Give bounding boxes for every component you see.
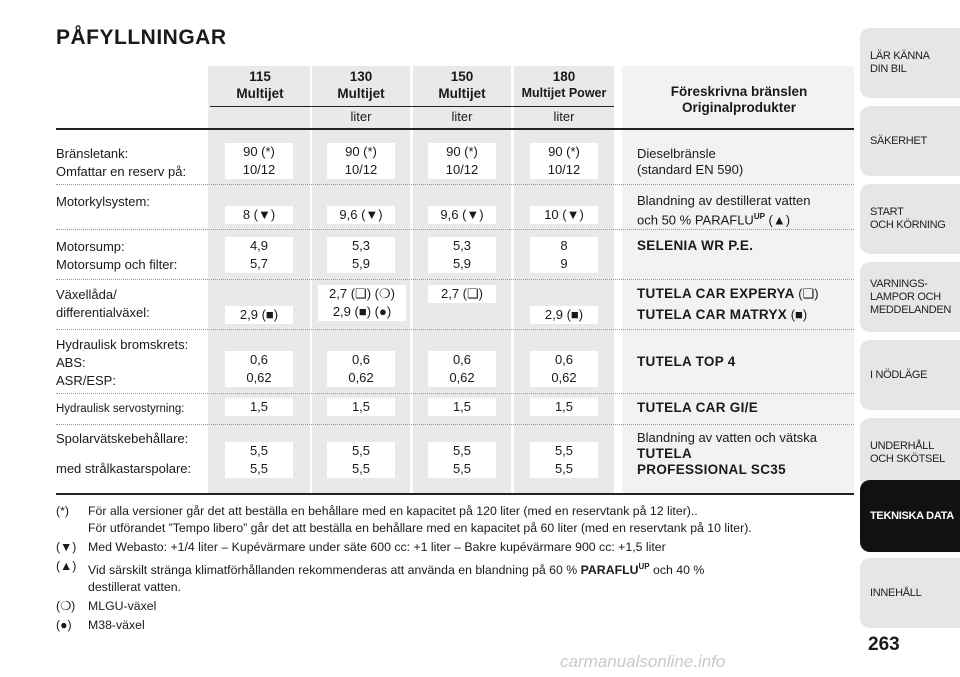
footnote <box>56 558 836 596</box>
label-line: Motorsump och filter: <box>56 257 178 272</box>
cell-line: 10/12 <box>547 162 581 177</box>
row-divider <box>56 184 854 185</box>
table-cell: 1,5 <box>327 398 395 416</box>
cell-line: 5,5 <box>351 443 371 458</box>
cell-line: 0,62 <box>246 370 272 385</box>
footnote-sup: UP <box>638 562 650 571</box>
fuel-line: TUTELA CAR MATRYX <box>637 307 788 322</box>
tab-label: DIN BIL <box>870 63 907 75</box>
cell-line: 0,6 <box>351 352 371 367</box>
table-cell <box>530 442 598 478</box>
fuel-line: och 50 % PARAFLU <box>637 212 754 228</box>
cell-line: 5,5 <box>554 461 574 476</box>
table-cell <box>225 143 293 179</box>
column-shade-130 <box>312 66 410 494</box>
footnote <box>56 598 836 615</box>
table-cell <box>225 351 293 387</box>
footnote-text <box>88 558 836 596</box>
table-cell: 1,5 <box>428 398 496 416</box>
label-line: Hydraulisk servostyrning: <box>56 403 185 415</box>
row-divider <box>56 393 854 394</box>
cell-line: 0,62 <box>348 370 374 385</box>
cell-line: 5,7 <box>249 256 269 271</box>
table-cell <box>327 143 395 179</box>
cell-line: 5,9 <box>351 256 371 271</box>
row-label-power-steering <box>56 400 206 418</box>
label-line: Hydraulisk bromskrets: <box>56 337 189 352</box>
cell-line: 0,6 <box>249 352 269 367</box>
column-header-180 <box>514 68 614 102</box>
unit-label: liter <box>553 109 575 124</box>
column-sub: Multijet <box>337 86 385 101</box>
row-label-washer <box>56 430 206 478</box>
label-line: Spolarvätskebehållare: <box>56 431 189 446</box>
fuel-spec <box>637 400 852 416</box>
cell-line: 2,7 (❏) (❍) <box>329 286 395 301</box>
table-top-rule <box>56 128 854 130</box>
table-cell <box>530 237 598 273</box>
fuel-line: SELENIA WR P.E. <box>637 238 754 253</box>
tab-label: OCH KÖRNING <box>870 219 946 231</box>
column-name: 130 <box>349 69 373 84</box>
column-shade-150 <box>413 66 511 494</box>
label-line: Bränsletank: <box>56 146 129 161</box>
table-cell: 9,6 (▼) <box>428 206 496 224</box>
footnote-symbol: (▼) <box>56 540 77 554</box>
table-bottom-rule <box>56 493 854 495</box>
cell-line: 5,5 <box>452 443 472 458</box>
fuel-line: Blandning av destillerat vatten <box>637 193 811 208</box>
fuel-header-line1: Föreskrivna bränslen <box>670 84 808 99</box>
sidebar-tab-sakerhet[interactable] <box>860 106 960 176</box>
column-sub: Multijet <box>236 86 284 101</box>
fuel-spec <box>637 146 852 178</box>
table-cell <box>327 442 395 478</box>
row-divider <box>56 329 854 330</box>
sidebar-tab-underhall[interactable] <box>860 418 960 488</box>
footnote-text: M38-växel <box>88 618 145 633</box>
cell-line: 5,3 <box>351 238 371 253</box>
cell-line: 90 (*) <box>345 144 377 159</box>
footnote-text: MLGU-växel <box>88 599 157 614</box>
footnote-line: För utförandet ”Tempo libero” går det att beställa en behållare med en kapacitet på 60 liter (med en reservtank på 10 liter). <box>88 521 752 535</box>
fuel-spec <box>637 286 852 323</box>
cell-line: 90 (*) <box>243 144 275 159</box>
cell-line: 4,9 <box>249 238 269 253</box>
table-cell <box>318 285 406 321</box>
sidebar-tab-i-nodlage[interactable] <box>860 340 960 410</box>
table-cell: 2,9 (■) <box>225 306 293 324</box>
fuel-line: TUTELA TOP 4 <box>637 354 736 369</box>
cell-line: 0,62 <box>449 370 475 385</box>
row-label-oil-sump <box>56 238 206 274</box>
row-label-coolant <box>56 193 206 211</box>
column-name: 180 <box>552 69 576 84</box>
table-cell <box>428 351 496 387</box>
footnotes <box>56 503 836 636</box>
column-sub: Multijet <box>438 86 486 101</box>
table-cell: 8 (▼) <box>225 206 293 224</box>
header-rule <box>210 106 614 107</box>
table-cell: 2,9 (■) <box>530 306 598 324</box>
tab-label: OCH SKÖTSEL <box>870 453 945 465</box>
tab-label: VARNINGS- <box>870 277 928 290</box>
label-line: Omfattar en reserv på: <box>56 164 187 179</box>
cell-line: 90 (*) <box>446 144 478 159</box>
fuel-symbol: (■) <box>787 307 808 322</box>
table-cell: 10 (▼) <box>530 206 598 224</box>
label-line: Motorsump: <box>56 239 125 254</box>
fuel-line: TUTELA <box>637 446 693 461</box>
fuel-sup: UP <box>753 212 765 221</box>
footnote-text: Med Webasto: +1/4 liter – Kupévärmare under säte 600 cc: +1 liter – Bakre kupévärmare 900 cc: +1,5 liter <box>88 540 666 554</box>
cell-line: 5,5 <box>554 443 574 458</box>
cell-line: 10/12 <box>242 162 276 177</box>
fuel-line: Blandning av vatten och vätska <box>637 430 817 445</box>
table-cell: 1,5 <box>225 398 293 416</box>
tab-label: INNEHÅLL <box>870 586 922 599</box>
label-line: med strålkastarspolare: <box>56 461 192 476</box>
sidebar-tab-tekniska-data[interactable] <box>860 480 960 552</box>
cell-line: 10/12 <box>445 162 479 177</box>
table-cell <box>530 351 598 387</box>
tab-label: LAMPOR OCH <box>870 290 941 303</box>
column-header-130 <box>312 68 410 102</box>
label-line: Motorkylsystem: <box>56 194 150 209</box>
cell-line: 5,3 <box>452 238 472 253</box>
footnote-symbol: (❍) <box>56 599 76 614</box>
label-line: Växellåda/ <box>56 287 117 302</box>
column-header-115 <box>210 68 310 102</box>
cell-line: 5,5 <box>249 461 269 476</box>
column-name: 150 <box>450 69 474 84</box>
footnote-symbol: (●) <box>56 618 72 633</box>
page-number: 263 <box>868 634 900 655</box>
sidebar-tab-varningslampor[interactable] <box>860 262 960 332</box>
footnote-brand: PARAFLU <box>580 563 639 578</box>
table-cell <box>225 442 293 478</box>
column-header-150 <box>413 68 511 102</box>
table-cell <box>428 143 496 179</box>
row-label-fuel-tank <box>56 145 206 181</box>
table-cell <box>530 143 598 179</box>
footnote-text <box>88 503 836 537</box>
row-label-gearbox <box>56 286 206 322</box>
table-cell: 9,6 (▼) <box>327 206 395 224</box>
footnote-line: och 40 % <box>649 563 705 578</box>
cell-line: 10/12 <box>344 162 378 177</box>
footnote-line: Vid särskilt stränga klimatförhållanden rekommenderas att använda en blandning på 60 % <box>88 563 581 578</box>
fuel-symbol: (▲) <box>764 212 791 228</box>
cell-line: 9 <box>560 256 568 271</box>
column-shade-115 <box>208 66 310 494</box>
cell-line: 2,9 (■) (●) <box>332 304 392 319</box>
fuel-column-header <box>628 84 850 116</box>
footnote-line: För alla versioner går det att beställa en behållare med en kapacitet på 120 liter (med en reservtank på 12 liter).. <box>88 504 698 518</box>
fuel-header-line2: Originalprodukter <box>681 100 796 115</box>
tab-label: TEKNISKA DATA <box>870 509 954 522</box>
footnote <box>56 503 836 537</box>
row-divider <box>56 279 854 280</box>
fuel-spec <box>637 193 852 228</box>
tab-label: UNDERHÅLL <box>870 440 934 452</box>
cell-line: 0,62 <box>551 370 577 385</box>
cell-line: 90 (*) <box>548 144 580 159</box>
column-name: 115 <box>249 69 271 84</box>
label-line: differentialväxel: <box>56 305 150 320</box>
tab-label: MEDDELANDEN <box>870 303 952 316</box>
tab-label: LÄR KÄNNA <box>870 50 930 62</box>
table-cell <box>428 237 496 273</box>
fuel-spec <box>637 430 852 478</box>
tab-label: SÄKERHET <box>870 134 927 147</box>
fuel-line: Dieselbränsle <box>637 146 716 161</box>
tab-label: I NÖDLÄGE <box>870 368 928 381</box>
cell-line: 0,6 <box>452 352 472 367</box>
table-cell: 2,7 (❏) <box>428 285 496 303</box>
fuel-line: (standard EN 590) <box>637 162 744 177</box>
tab-label: START <box>870 206 904 218</box>
footnote-line: destillerat vatten. <box>88 580 181 595</box>
row-label-brakes <box>56 336 206 390</box>
footnote-symbol: (▲) <box>56 559 77 573</box>
cell-line: 5,5 <box>351 461 371 476</box>
sidebar-tab-lar-kanna[interactable] <box>860 28 960 98</box>
unit-label: liter <box>451 109 473 124</box>
fuel-line: TUTELA CAR EXPERYA <box>637 286 795 301</box>
table-cell <box>327 351 395 387</box>
sidebar-tab-innehall[interactable] <box>860 558 960 628</box>
cell-line: 5,5 <box>249 443 269 458</box>
label-line: ABS: <box>56 355 86 370</box>
table-cell <box>428 442 496 478</box>
cell-line: 0,6 <box>554 352 574 367</box>
fuel-spec <box>637 238 852 254</box>
footnote <box>56 617 836 634</box>
fuel-line: TUTELA CAR GI/E <box>637 400 758 415</box>
row-divider <box>56 424 854 425</box>
fuel-line: PROFESSIONAL SC35 <box>637 462 786 477</box>
page-title: PÅFYLLNINGAR <box>56 26 227 49</box>
row-divider <box>56 229 854 230</box>
table-cell <box>327 237 395 273</box>
cell-line: 5,9 <box>452 256 472 271</box>
footnote-symbol: (*) <box>56 504 69 518</box>
fuel-symbol: (❏) <box>794 286 819 301</box>
watermark: carmanualsonline.info <box>560 652 726 671</box>
column-shade-180 <box>514 66 614 494</box>
cell-line: 5,5 <box>452 461 472 476</box>
fuel-spec <box>637 354 852 370</box>
footnote <box>56 539 836 556</box>
table-cell <box>225 237 293 273</box>
label-line: ASR/ESP: <box>56 373 116 388</box>
table-cell: 1,5 <box>530 398 598 416</box>
column-sub: Multijet Power <box>521 86 607 100</box>
sidebar-tab-start[interactable] <box>860 184 960 254</box>
cell-line: 8 <box>560 238 568 253</box>
unit-label: liter <box>350 109 372 124</box>
